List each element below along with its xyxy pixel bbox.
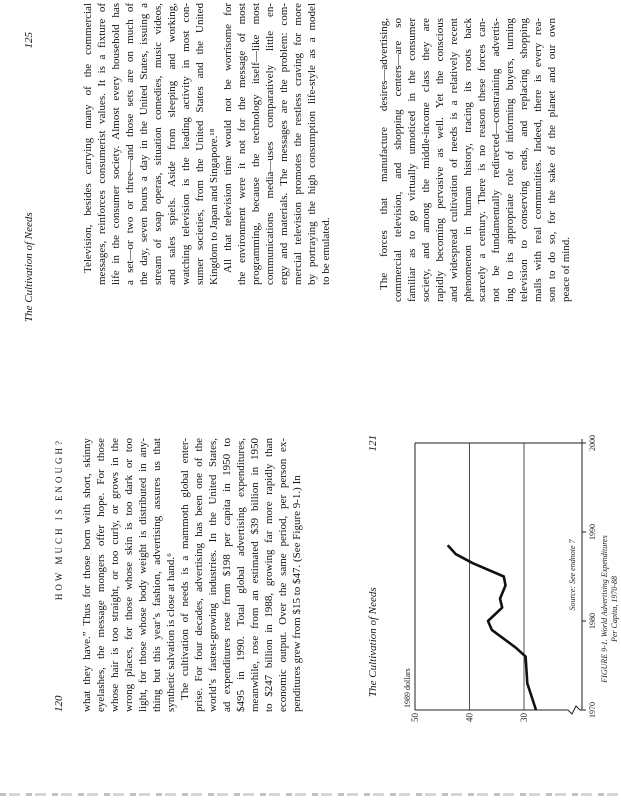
text-line: and sales spiels. Aside from sleeping and working, (166, 3, 178, 285)
y-tick-label: 30 (519, 713, 529, 722)
text-line: to $247 billion in 1988, growing far more rapidly than (263, 438, 275, 712)
y-tick-label: 50 (410, 713, 420, 722)
chart-source: Source: See endnote 7 (568, 539, 577, 611)
text-line: not be fundamentally redirected—constraining advertis- (490, 18, 502, 302)
text-line: rapidly becoming pervasive as well. Yet the conscious (434, 18, 446, 302)
text-line: stream of soap operas, situation comedies, music videos, (152, 3, 164, 285)
text-line: meanwhile, rose from an estimated $39 billion in 1950 (249, 438, 261, 712)
text-line: television to conserving ends, and replacing shopping (518, 18, 530, 302)
y-axis-label: 1989 dollars (403, 668, 412, 708)
text-line: world’s fastest-growing industries. In the United States, (207, 438, 219, 712)
text-line: by portraying the high consumption life-style as a model (306, 3, 318, 285)
text-line: the day, seven hours a day in the United States, issuing a (138, 3, 150, 285)
text-line: thing but this year’s fashion, advertising assures us that (151, 438, 163, 712)
x-tick-label: 1990 (588, 524, 597, 540)
x-tick-label: 1980 (588, 613, 597, 629)
page-number: 125 (23, 32, 35, 49)
x-tick-label: 1970 (588, 702, 597, 718)
text-line: wrong places, for those whose skin is too dark or too (123, 438, 135, 712)
scan-noise-strip (0, 793, 621, 796)
text-line: messages, reinforces consumerist values. It is a fixture of (96, 3, 108, 285)
text-line: The cultivation of needs is a mammoth global enter- (179, 438, 191, 700)
chart-title: FIGURE 9-1. World Advertising Expenditures (600, 535, 609, 683)
text-block (81, 3, 333, 285)
text-line: ing to its appropriate role of informing buyers, turning (504, 18, 516, 302)
text-line: commercial television, and shopping centers—are so (392, 18, 404, 302)
advertising-chart (366, 435, 621, 725)
text-line: prise. For four decades, advertising has been one of the (193, 438, 205, 712)
text-line: ad expenditures rose from $198 per capita in 1950 to (221, 438, 233, 712)
page-number: 120 (53, 695, 65, 712)
text-line: whose hair is too straight, or too curly, or grows in the (109, 438, 121, 712)
chart-subtitle: Per Capita, 1970-88 (610, 576, 619, 642)
text-line: Television, besides carrying many of the commercial (82, 3, 94, 273)
text-line: penditures grew from $15 to $47. (See Figure 9-1.) In (291, 475, 303, 712)
series-line-advertising-per-capita (448, 545, 536, 710)
text-line: peace of mind. (560, 236, 572, 302)
text-line: a set—or two or three—and those sets are on much of (124, 3, 136, 285)
axis-break-zigzag (568, 706, 582, 714)
figure-page-121 (366, 435, 621, 725)
text-line: son to do so, for the sake of the planet and our own (546, 18, 558, 302)
y-tick-label: 40 (464, 713, 475, 722)
text-line: eyelashes, the message mongers offer hope. For those (95, 438, 107, 712)
text-line: programming, because the technology itself—like most (250, 3, 262, 285)
text-line: and widespread cultivation of needs is a relatively recent (448, 18, 460, 302)
running-title: HOW MUCH IS ENOUGH? (54, 438, 64, 601)
text-line: familiar as to go virtually unnoticed in the consumer (406, 18, 418, 302)
text-line: communications media—uses comparatively little en- (264, 3, 276, 285)
text-line: All that television time would not be worrisome for (222, 3, 234, 273)
text-line: what they have.” Thus for those born with short, skinny (81, 438, 93, 712)
x-tick-label: 2000 (588, 435, 597, 451)
text-block (377, 18, 573, 302)
text-line: mercial television promotes the restless craving for more (292, 3, 304, 285)
text-line: $495 in 1990. Total global advertising expenditures, (235, 438, 247, 712)
text-line: Kingdom to Japan and Singapore.¹⁸ (208, 128, 220, 285)
text-line: to be emulated. (320, 217, 332, 285)
text-line: society, and among the middle-income class they are (420, 18, 432, 302)
text-line: watching television is the leading activity in most con- (180, 3, 192, 285)
text-line: the environment were it not for the message of most (236, 3, 248, 285)
text-line: sumer societies, from the United States and the United (194, 3, 206, 285)
text-line: The forces that manufacture desires—advertising, (378, 18, 390, 290)
text-line: life in the consumer society. Almost every household has (110, 3, 122, 285)
text-line: malls with real communities. Indeed, there is every rea- (532, 18, 544, 302)
text-line: phenomenon in human history, tracing its roots back (462, 18, 474, 302)
running-head-120 (52, 438, 66, 712)
text-line: synthetic salvation is close at hand.⁶ (165, 552, 177, 712)
running-title: The Cultivation of Needs (23, 212, 35, 322)
text-line: ergy and materials. The messages are the problem: com- (278, 3, 290, 285)
running-head-125 (22, 32, 36, 322)
text-line: light, for those whose body weight is distributed in any- (137, 438, 149, 712)
text-line: scarcely a century. There is no reason these forces can- (476, 18, 488, 302)
page-number: 121 (367, 435, 379, 452)
text-line: economic output. Over the same period, per person ex- (277, 438, 289, 712)
running-title: The Cultivation of Needs (367, 587, 379, 697)
text-block (80, 438, 304, 712)
